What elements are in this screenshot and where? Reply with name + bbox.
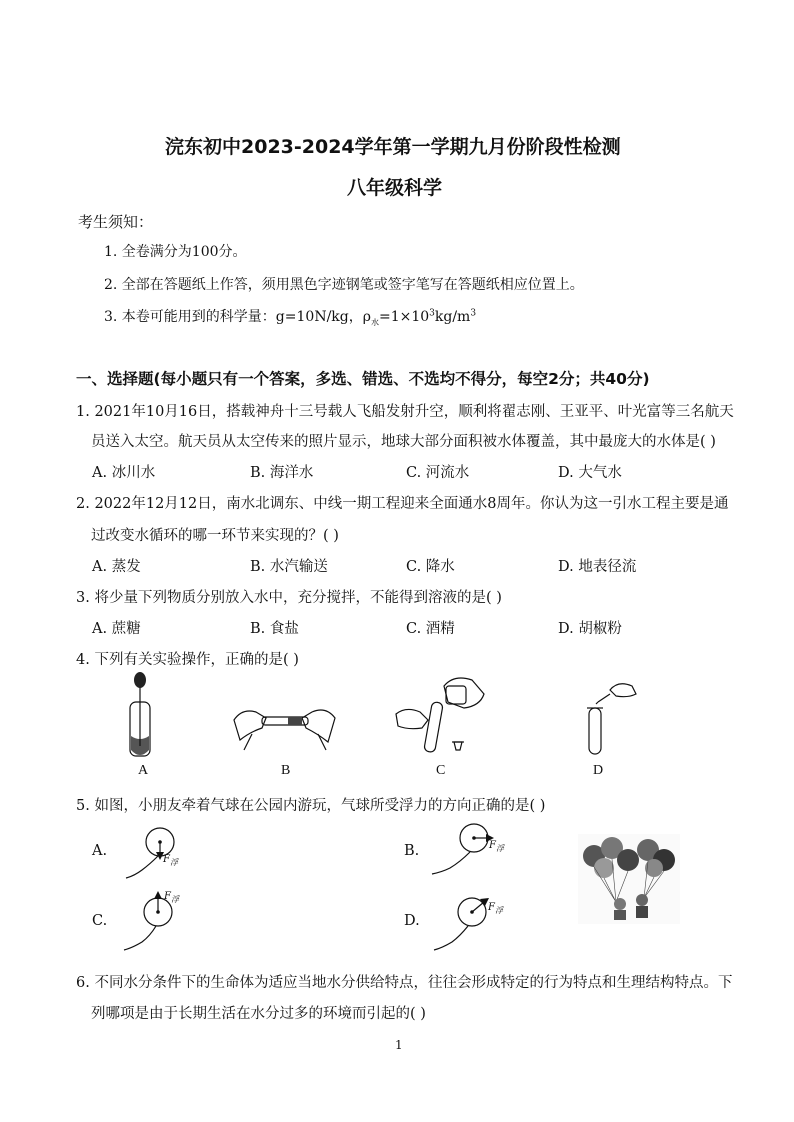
balloon-diagram-c (116, 888, 196, 952)
question-2-option-b: B. 水汽输送 (250, 559, 328, 575)
force-label-b (489, 840, 504, 854)
question-3-line-1: 3. 将少量下列物质分别放入水中，充分搅拌，不能得到溶液的是( ) (76, 590, 502, 606)
notice-item-2: 2. 全部在答题纸上作答，须用黑色字迹钢笔或签字笔写在答题纸相应位置上。 (104, 277, 584, 293)
force-label-a-f: F (163, 854, 170, 865)
notice-item-1: 1. 全卷满分为100分。 (104, 244, 247, 260)
balloon-diagram-a (116, 822, 196, 882)
question-1-option-b: B. 海洋水 (250, 465, 314, 481)
question-1-option-d: D. 大气水 (558, 465, 622, 481)
question-5-option-d: D. (404, 913, 420, 929)
force-label-d-sub: 浮 (494, 906, 503, 915)
question-3-option-a: A. 蔗糖 (92, 621, 141, 637)
question-2-line-1: 2. 2022年12月12日，南水北调东、中线一期工程迎来全面通水8周年。你认为这一引水工程主要是通 (76, 496, 729, 512)
question-2-line-2: 过改变水循环的哪一环节来实现的？( ) (91, 528, 339, 544)
experiment-figure-d (580, 678, 640, 758)
balloon-diagram-d (428, 888, 518, 952)
question-5-line-1: 5. 如图，小朋友牵着气球在公园内游玩，气球所受浮力的方向正确的是( ) (76, 798, 546, 814)
question-4-line-1: 4. 下列有关实验操作，正确的是( ) (76, 652, 299, 668)
force-label-b-sub: 浮 (495, 844, 504, 853)
question-2-option-c: C. 降水 (406, 559, 455, 575)
question-5-option-b: B. (404, 843, 420, 859)
notice-item-3-sub: 水 (370, 317, 379, 327)
notice-item-3-exp: 3 (429, 308, 435, 319)
question-3-option-c: C. 酒精 (406, 621, 455, 637)
question-1-option-a: A. 冰川水 (92, 465, 156, 481)
question-1-line-1: 1. 2021年10月16日，搭载神舟十三号载人飞船发射升空，顺利将翟志刚、王亚平、叶光富等三名航天 (76, 404, 734, 420)
notice-item-3-unit-exp: 3 (470, 308, 477, 319)
question-2-option-d: D. 地表径流 (558, 559, 637, 575)
page-number: 1 (395, 1038, 403, 1052)
question-6-line-2: 列哪项是由于长期生活在水分过多的环境而引起的( ) (91, 1006, 426, 1022)
experiment-caption-a: A (138, 763, 149, 778)
question-5-option-a: A. (92, 843, 108, 859)
notice-item-3 (104, 306, 476, 328)
question-6-line-1: 6. 不同水分条件下的生命体为适应当地水分供给特点，往往会形成特定的行为特点和生理结构特点。下 (76, 975, 733, 991)
question-5-option-c: C. (92, 913, 108, 929)
notice-heading: 考生须知： (78, 213, 154, 231)
exam-subtitle: 八年级科学 (347, 177, 443, 199)
force-label-d-f: F (488, 902, 495, 913)
question-3-option-b: B. 食盐 (250, 621, 299, 637)
notice-item-3-unit: kg/m (434, 309, 471, 325)
section-heading: 一、选择题(每小题只有一个答案，多选、错选、不选均不得分，每空2分；共40分) (76, 370, 650, 388)
experiment-figure-a (118, 672, 168, 762)
question-2-option-a: A. 蒸发 (92, 559, 141, 575)
force-label-a (163, 854, 178, 868)
children-with-balloons-illustration (578, 834, 680, 924)
experiment-figure-b (232, 700, 337, 752)
balloon-diagram-b (428, 818, 518, 878)
force-label-d (488, 902, 503, 916)
experiment-caption-b: B (281, 763, 291, 778)
force-label-c (164, 891, 179, 905)
exam-title: 浣东初中2023-2024学年第一学期九月份阶段性检测 (165, 136, 621, 158)
question-1-option-c: C. 河流水 (406, 465, 470, 481)
force-label-a-sub: 浮 (169, 858, 178, 867)
force-label-c-sub: 浮 (170, 895, 179, 904)
notice-item-3-tail: =1×10 (378, 309, 430, 325)
experiment-caption-d: D (593, 763, 604, 778)
force-label-c-f: F (164, 891, 171, 902)
notice-item-3-text: 3. 本卷可能用到的科学量：g=10N/kg，ρ (104, 309, 371, 325)
question-3-option-d: D. 胡椒粉 (558, 621, 622, 637)
experiment-caption-c: C (436, 763, 446, 778)
experiment-figure-c (392, 672, 492, 760)
question-1-line-2: 员送入太空。航天员从太空传来的照片显示，地球大部分面积被水体覆盖，其中最庞大的水体是( ) (91, 434, 716, 450)
force-label-b-f: F (489, 840, 496, 851)
